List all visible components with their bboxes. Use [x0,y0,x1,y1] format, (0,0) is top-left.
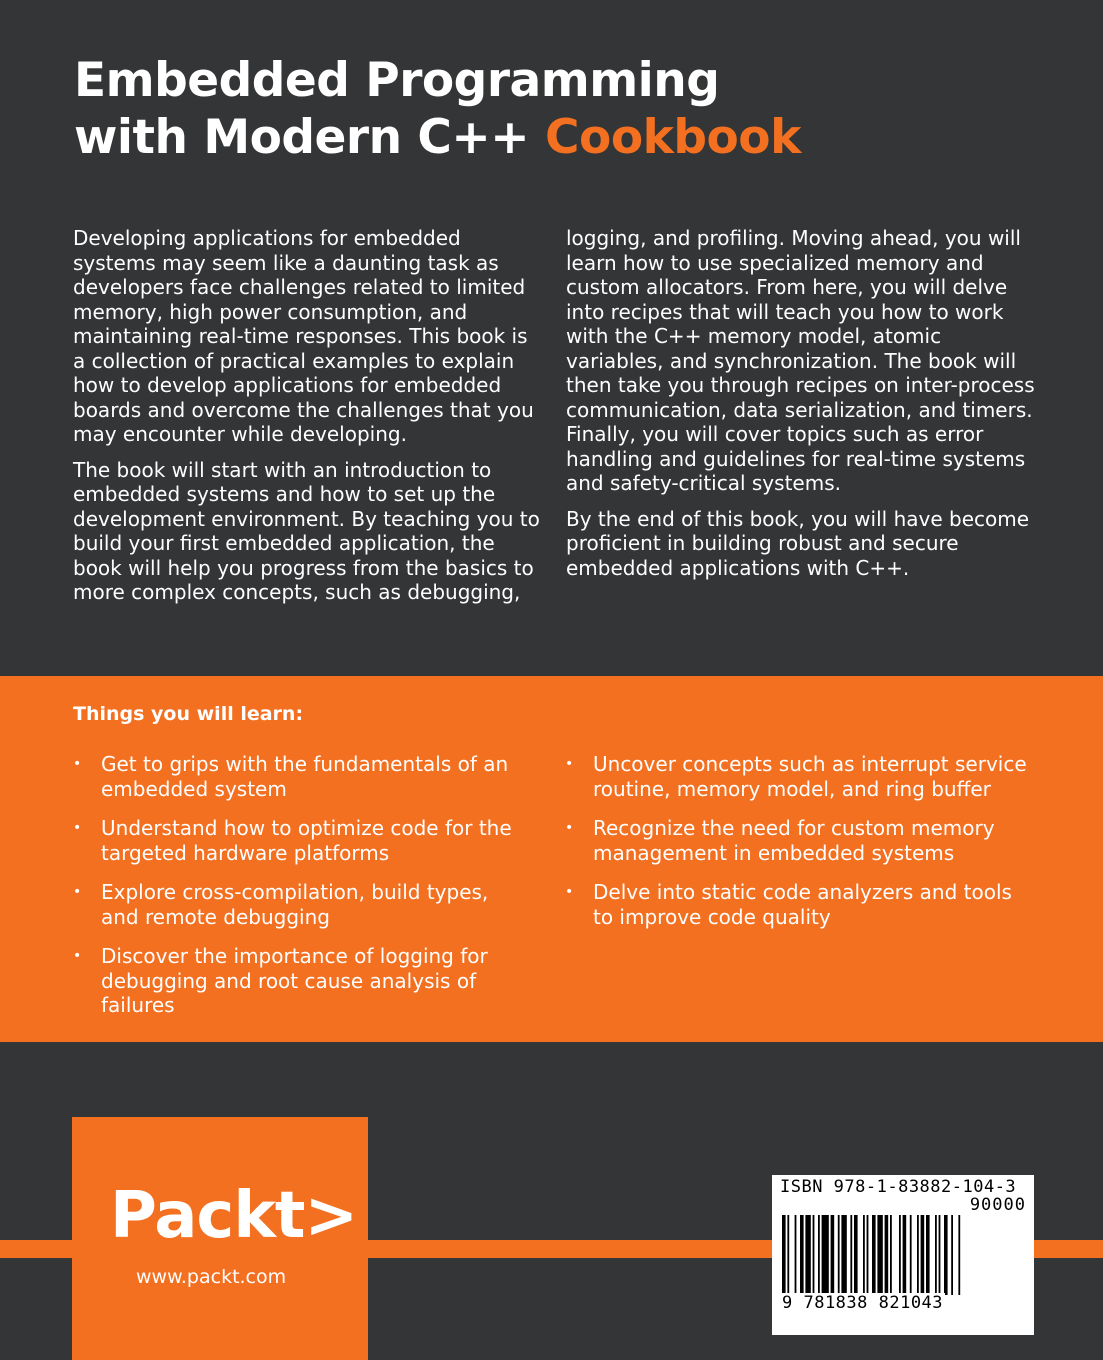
barcode-bar [951,1215,953,1295]
description-paragraph: By the end of this book, you will have become proficient in building robust and secure embedded applications with C++. [566,506,1030,580]
barcode-bar [890,1215,892,1295]
barcode-bar [872,1215,876,1295]
bullet-icon: • [565,820,574,836]
ean-digits: 9 781838 821043 [782,1293,944,1313]
learn-heading: Things you will learn: [73,703,304,725]
barcode-bar [795,1215,797,1295]
learn-item [73,944,513,1018]
bullet-icon: • [73,820,82,836]
learn-item-text: Get to grips with the fundamentals of an embedded system [101,752,509,801]
book-title [74,52,801,166]
barcode-bar [903,1215,907,1295]
description-paragraph: logging, and profiling. Moving ahead, you will learn how to use specialized memory and custom allocators. From here, you will delve into recipes that will teach you how to work with the C++ memory model, atomic variables, and synchronization. The book will then take you through recipes on inter-process communication, data serialization, and timers. Finally, you will cover topics such as error handling and guidelines for real-time systems and safety-critical systems. [566,226,1035,495]
learn-item-text: Uncover concepts such as interrupt service routine, memory model, and ring buffer [593,752,1027,801]
barcode-bar [782,1215,786,1295]
packt-logo: Packt> [110,1179,358,1253]
barcode-bar [841,1215,846,1295]
learn-item-text: Explore cross-compilation, build types, and remote debugging [101,880,489,929]
learn-item-text: Delve into static code analyzers and tools to improve code quality [593,880,1012,929]
barcode-bar [958,1215,960,1295]
barcode-bar [850,1215,852,1295]
barcode-bar [805,1215,810,1295]
bullet-icon: • [73,884,82,900]
publisher-url: www.packt.com [136,1266,287,1288]
bullet-icon: • [73,756,82,772]
barcode-bar [818,1215,820,1295]
learn-item-text: Discover the importance of logging for debugging and root cause analysis of failures [101,944,488,1017]
barcode-bar [926,1215,930,1295]
barcode-bar [885,1215,889,1295]
isbn-label: ISBN 978-1-83882-104-3 [780,1177,1017,1197]
barcode-bar [867,1215,869,1295]
bullet-icon: • [565,756,574,772]
learn-item-text: Recognize the need for custom memory management in embedded systems [593,816,995,865]
title-line-1: Embedded Programming [74,53,720,108]
barcode-bar [787,1215,789,1295]
learn-item-text: Understand how to optimize code for the targeted hardware platforms [101,816,512,865]
barcode-bar [854,1215,858,1295]
bullet-icon: • [565,884,574,900]
bullet-icon: • [73,948,82,964]
learn-item [73,752,513,801]
description-paragraph: Developing applications for embedded systems may seem like a daunting task as developers face challenges related to limited memory, high power consumption, and maintaining real-time responses. This book is a collection of practical examples to explain how to develop applications for embedded boards and overcome the challenges that you may encounter while developing. [73,226,534,446]
barcode-bar [863,1215,865,1295]
barcode-bar [899,1215,901,1295]
description-left-column [73,226,543,616]
barcode-bar [939,1215,941,1295]
description-paragraph: The book will start with an introduction to embedded systems and how to set up the development environment. By teaching you to build your first embedded application, the book will help you progress from the basics to more complex concepts, such as debugging, [73,457,540,604]
barcode-bar [877,1215,882,1295]
learn-item [565,752,1035,801]
learn-list-right [565,752,1035,944]
title-line-2: with Modern C++ [74,110,530,165]
barcode-bar [813,1215,815,1295]
learn-item [565,880,1035,929]
barcode-bar [910,1215,912,1295]
isbn-barcode [772,1175,1034,1335]
barcode-bar [800,1215,804,1295]
barcode-bar [935,1215,937,1295]
learn-list-left [73,752,513,1033]
learn-item [565,816,1035,865]
barcode-bar [831,1215,835,1295]
title-accent-word: Cookbook [545,110,801,165]
barcode-bar [944,1215,948,1295]
learn-item [73,816,513,865]
barcode-bar [822,1215,829,1295]
barcode-bar [838,1215,840,1295]
barcode-bar [921,1215,925,1295]
learn-item [73,880,513,929]
description-right-column [566,226,1041,591]
barcode-bar [917,1215,919,1295]
price-code: 90000 [969,1195,1026,1215]
